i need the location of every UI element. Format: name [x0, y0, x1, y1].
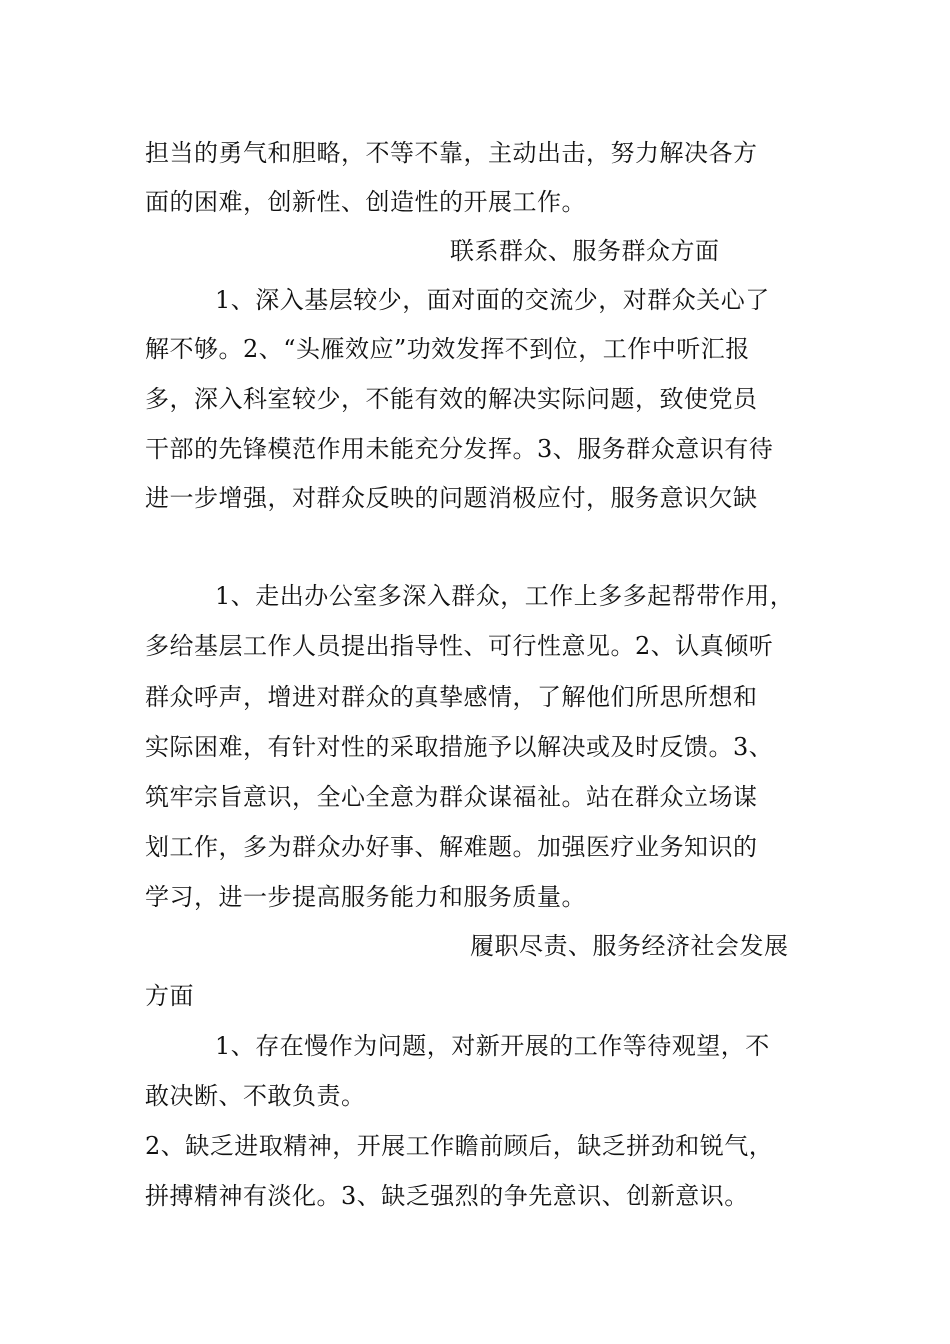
text-line: 1、深入基层较少，面对面的交流少，对群众关心了 — [215, 286, 770, 314]
text-line: 面的困难，创新性、创造性的开展工作。 — [145, 188, 586, 216]
text-line: 划工作，多为群众办好事、解难题。加强医疗业务知识的 — [145, 833, 758, 861]
text-line: 担当的勇气和胆略，不等不靠，主动出击，努力解决各方 — [145, 139, 758, 167]
section-heading: 联系群众、服务群众方面 — [450, 237, 720, 265]
text-line: 实际困难，有针对性的采取措施予以解决或及时反馈。3、 — [145, 733, 774, 761]
text-line: 1、存在慢作为问题，对新开展的工作等待观望，不 — [215, 1032, 770, 1060]
text-line: 学习，进一步提高服务能力和服务质量。 — [145, 883, 586, 911]
text-line: 多，深入科室较少，不能有效的解决实际问题，致使党员 — [145, 385, 758, 413]
text-line: 进一步增强，对群众反映的问题消极应付，服务意识欠缺 — [145, 484, 758, 512]
text-line: 拼搏精神有淡化。3、缺乏强烈的争先意识、创新意识。 — [145, 1182, 749, 1210]
text-line: 群众呼声，增进对群众的真挚感情，了解他们所思所想和 — [145, 683, 758, 711]
text-line: 筑牢宗旨意识，全心全意为群众谋福祉。站在群众立场谋 — [145, 783, 758, 811]
section-heading: 履职尽责、服务经济社会发展 — [470, 932, 789, 960]
text-line: 多给基层工作人员提出指导性、可行性意见。2、认真倾听 — [145, 632, 774, 660]
text-line: 2、缺乏进取精神，开展工作瞻前顾后，缺乏拼劲和锐气， — [145, 1132, 774, 1160]
section-heading-continued: 方面 — [145, 982, 194, 1010]
text-line: 干部的先锋模范作用未能充分发挥。3、服务群众意识有待 — [145, 435, 774, 463]
text-line: 解不够。2、“头雁效应”功效发挥不到位，工作中听汇报 — [145, 335, 750, 363]
text-line: 1、走出办公室多深入群众，工作上多多起帮带作用， — [215, 582, 795, 610]
text-line: 敢决断、不敢负责。 — [145, 1082, 366, 1110]
